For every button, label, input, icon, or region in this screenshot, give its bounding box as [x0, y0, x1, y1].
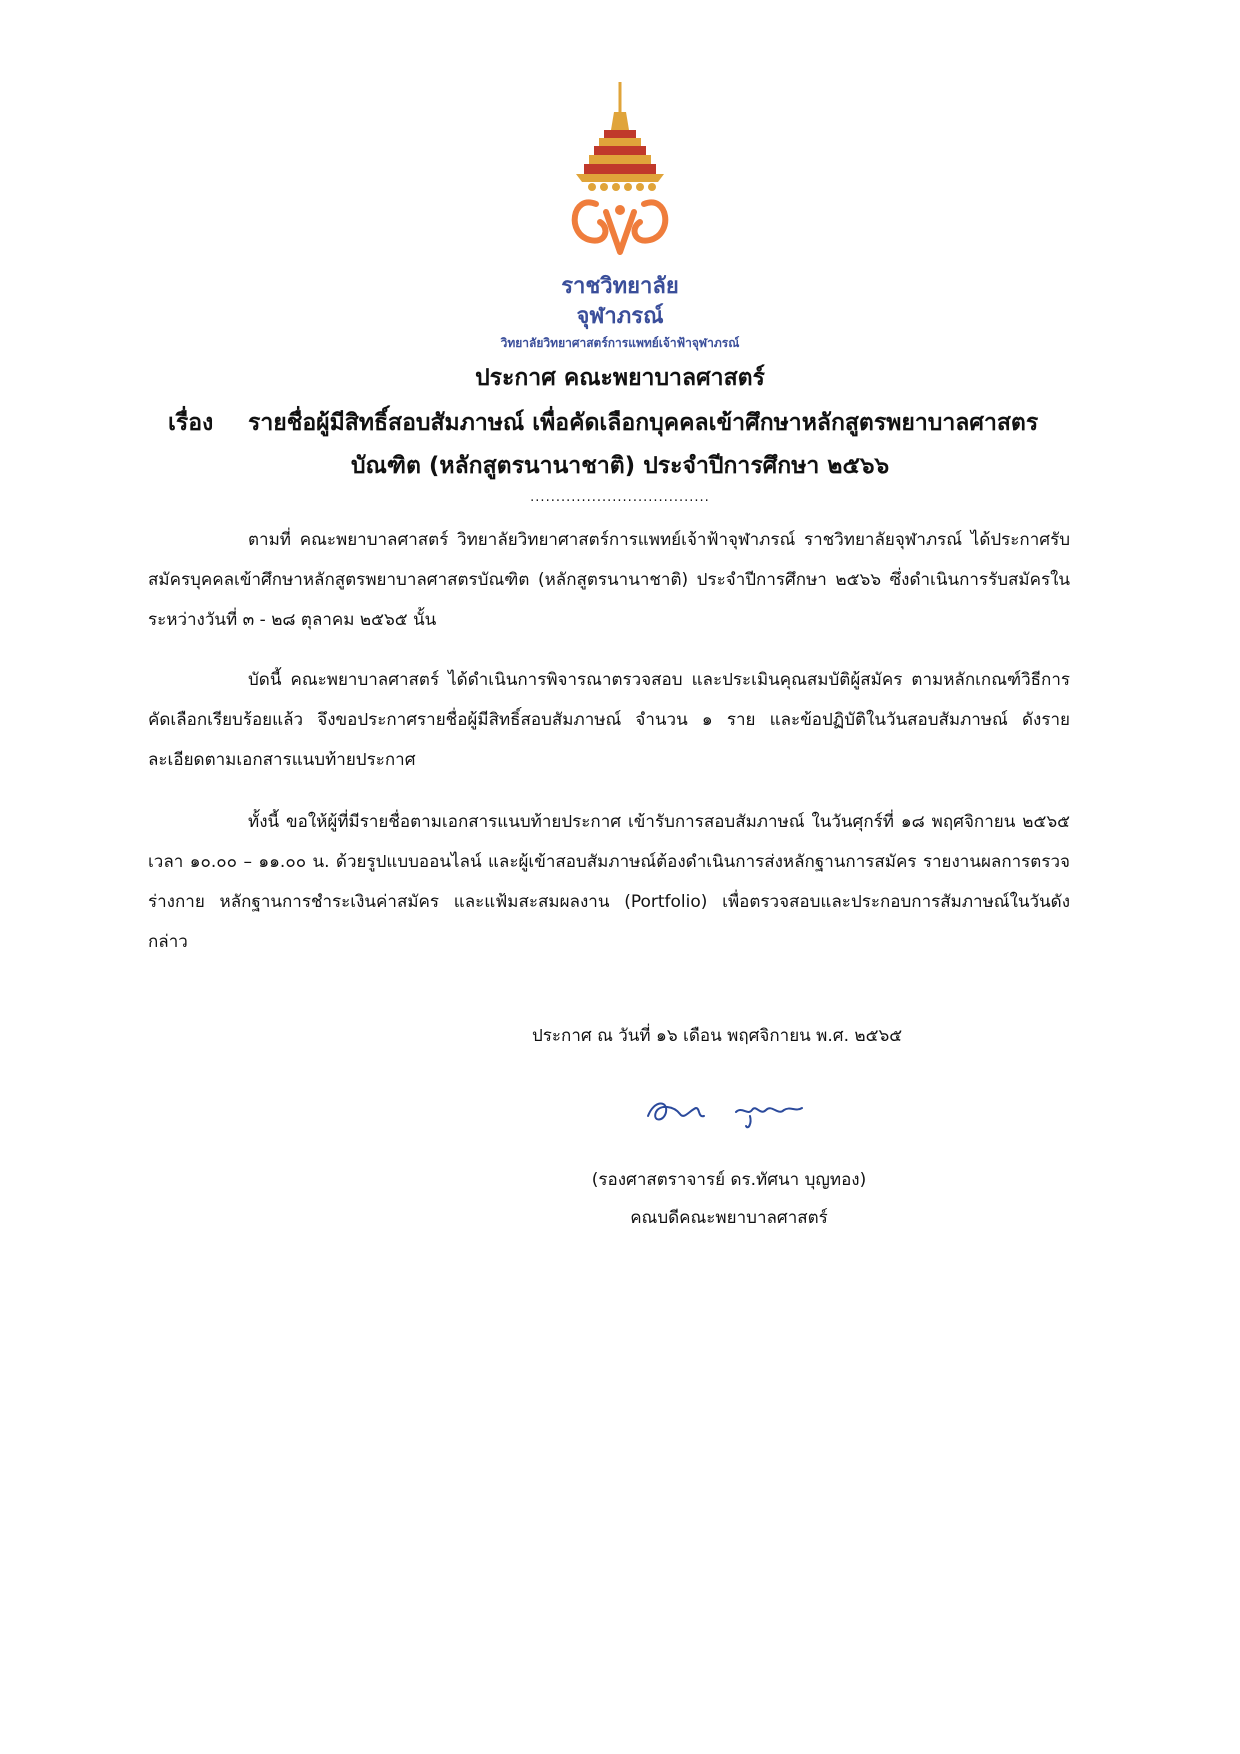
- announcement-date: ประกาศ ณ วันที่ ๑๖ เดือน พฤศจิกายน พ.ศ. ๒๕๖๕: [532, 1026, 903, 1046]
- paragraph-3-text: ทั้งนี้ ขอให้ผู้ที่มีรายชื่อตามเอกสารแนบท้ายประกาศ เข้ารับการสอบสัมภาษณ์ ในวันศุกร์ที่ ๑๘ พฤศจิกายน ๒๕๖๕ เวลา ๑๐.๐๐ – ๑๑.๐๐ น. ด้วยรูปแบบออนไลน์ และผู้เข้าสอบสัมภาษณ์ต้องดำเนินการส่งหลักฐานการสมัคร รายงานผลการตรวจร่างกาย หลักฐานการชำระเงินค่าสมัคร และแฟ้มสะสมผลงาน (Portfolio) เพื่อตรวจสอบและประกอบการสัมภาษณ์ในวันดังกล่าว: [148, 812, 1070, 952]
- logo-text-line1: ราชวิทยาลัย: [561, 274, 679, 299]
- institution-logo: [400, 82, 840, 360]
- subject-line-1: รายชื่อผู้มีสิทธิ์สอบสัมภาษณ์ เพื่อคัดเลือกบุคคลเข้าศึกษาหลักสูตรพยาบาลศาสตร: [248, 410, 1039, 436]
- paragraph-1-text: ตามที่ คณะพยาบาลศาสตร์ วิทยาลัยวิทยาศาสตร์การแพทย์เจ้าฟ้าจุฬาภรณ์ ราชวิทยาลัยจุฬาภรณ์ ได้ประกาศรับสมัครบุคคลเข้าศึกษาหลักสูตรพยาบาลศาสตรบัณฑิต (หลักสูตรนานาชาติ) ประจำปีการศึกษา ๒๕๖๖ ซึ่งดำเนินการรับสมัครในระหว่างวันที่ ๓ - ๒๘ ตุลาคม ๒๕๖๕ นั้น: [148, 530, 1070, 630]
- signatory-position: คณบดีคณะพยาบาลศาสตร์: [630, 1208, 828, 1228]
- body-paragraph-1: [148, 520, 1070, 640]
- dotted-divider: ...................................: [530, 490, 710, 505]
- subject-label: เรื่อง: [168, 410, 214, 436]
- body-paragraph-2: [148, 660, 1070, 780]
- logo-text-line2: จุฬาภรณ์: [576, 304, 664, 329]
- royal-crown-emblem-icon: [400, 82, 840, 272]
- signatory-name: (รองศาสตราจารย์ ดร.ทัศนา บุญทอง): [591, 1170, 867, 1190]
- announcement-title: ประกาศ คณะพยาบาลศาสตร์: [475, 365, 765, 391]
- subject-line-2: บัณฑิต (หลักสูตรนานาชาติ) ประจำปีการศึกษา ๒๕๖๖: [350, 453, 890, 479]
- body-paragraph-3: [148, 802, 1070, 962]
- handwritten-signature: [640, 1086, 820, 1136]
- paragraph-2-text: บัดนี้ คณะพยาบาลศาสตร์ ได้ดำเนินการพิจารณาตรวจสอบ และประเมินคุณสมบัติผู้สมัคร ตามหลักเกณฑ์วิธีการคัดเลือกเรียบร้อยแล้ว จึงขอประกาศรายชื่อผู้มีสิทธิ์สอบสัมภาษณ์ จำนวน ๑ ราย และข้อปฏิบัติในวันสอบสัมภาษณ์ ดังรายละเอียดตามเอกสารแนบท้ายประกาศ: [148, 670, 1070, 770]
- logo-text-line3: วิทยาลัยวิทยาศาสตร์การแพทย์เจ้าฟ้าจุฬาภรณ์: [500, 336, 740, 350]
